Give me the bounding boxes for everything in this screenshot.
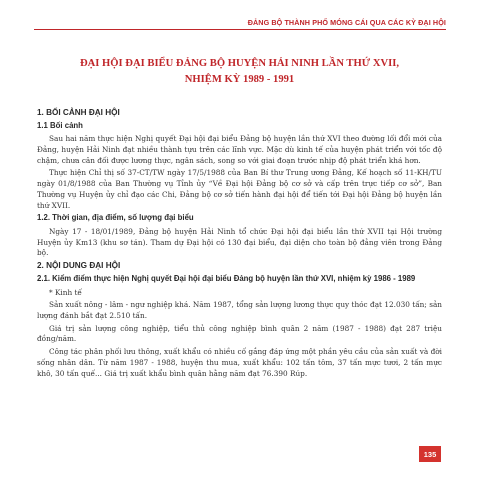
chapter-title-line-2: NHIỆM KỲ 1989 - 1991 — [184, 73, 295, 85]
section-1-2-heading: 1.2. Thời gian, địa điểm, số lượng đại biểu — [37, 213, 194, 223]
chapter-title — [37, 56, 442, 88]
chapter-title-line-1: ĐẠI HỘI ĐẠI BIỂU ĐẢNG BỘ HUYỆN HẢI NINH LẦN THỨ XVII, — [79, 58, 400, 69]
paragraph: Công tác phân phối lưu thông, xuất khẩu có nhiều cố gắng đáp ứng một phần yêu cầu của sản xuất và đời sống nhân dân. Từ năm 1987 - 1988, huyện thu mua, xuất khẩu: 102 tấn tôm, 37 tấn mực tươi, 2 tấn mực khô, 30 tấn quế... Giá trị xuất khẩu bình quân hằng năm đạt 76.390 Rúp. — [37, 347, 442, 378]
paragraph: Giá trị sản lượng công nghiệp, tiểu thủ công nghiệp bình quân 2 năm (1987 - 1988) đạt 287 triệu đồng/năm. — [37, 323, 442, 344]
paragraph: Sản xuất nông - lâm - ngư nghiệp khá. Năm 1987, tổng sản lượng lương thực quy thóc đạt 12.030 tấn; sản lượng đánh bắt đạt 2.510 tấn. — [37, 300, 442, 320]
running-head: ĐẢNG BỘ THÀNH PHỐ MÓNG CÁI QUA CÁC KỲ ĐẠI HỘI — [247, 18, 446, 27]
section-1-heading: 1. BỐI CẢNH ĐẠI HỘI — [37, 107, 120, 117]
section-2-1-heading: 2.1. Kiểm điểm thực hiện Nghị quyết Đại hội đại biểu Đảng bộ huyện lần thứ XVI, nhiệm kỳ 1986 - 1989 — [37, 274, 416, 283]
page-body — [37, 46, 442, 381]
paragraph: Ngày 17 - 18/01/1989, Đảng bộ huyện Hải Ninh tổ chức Đại hội đại biểu lần thứ XVII tại Hội trường Huyện ủy Km13 (khu sơ tán). Tham dự Đại hội có 130 đại biểu, đại diện cho toàn bộ đảng viên trong Đảng bộ. — [37, 226, 442, 258]
section-2-heading: 2. NỘI DUNG ĐẠI HỘI — [37, 261, 121, 270]
header-rule — [34, 29, 446, 30]
section-1-1-heading: 1.1 Bối cảnh — [37, 120, 83, 130]
page-number: 135 — [419, 446, 441, 462]
subheading-economy: * Kinh tế — [49, 287, 82, 297]
paragraph: Thực hiện Chỉ thị số 37-CT/TW ngày 17/5/1988 của Ban Bí thư Trung ương Đảng, Kế hoạch số 11-KH/TU ngày 01/8/1988 của Ban Thường vụ Tỉnh ủy “Về Đại hội Đảng bộ cơ sở và cấp trên trực tiếp cơ sở”, Ban Thường vụ Huyện ủy chỉ đạo các Chi, Đảng bộ cơ sở tiến hành đại hội để tiến tới Đại hội Đảng bộ huyện lần thứ XVII. — [37, 168, 442, 210]
paragraph: Sau hai năm thực hiện Nghị quyết Đại hội đại biểu Đảng bộ huyện lần thứ XVI theo đường lối đổi mới của Đảng, huyện Hải Ninh đạt nhiều thành tựu trên các lĩnh vực. Mặc dù kinh tế của huyện phát triển với tốc độ chậm, chưa cân đối được lương thực, ngân sách, song so với giai đoạn trước nhịp độ phát triển khá hơn. — [37, 134, 442, 165]
